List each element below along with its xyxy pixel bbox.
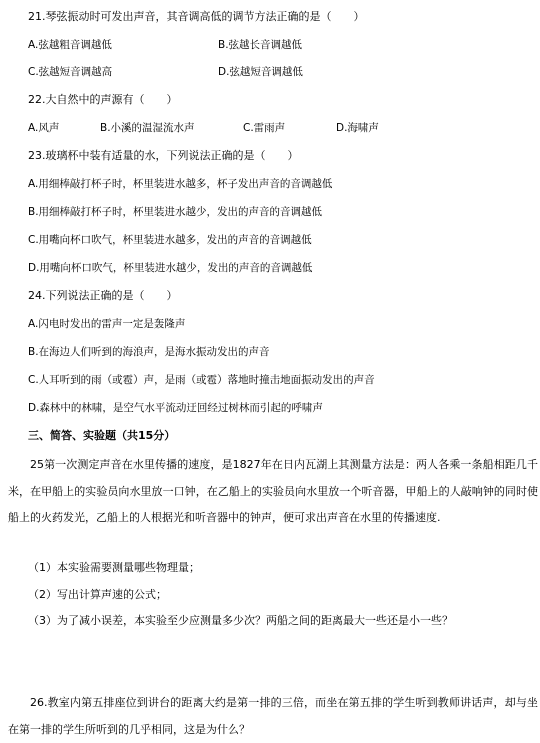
q21-option-b: B.弦越长音调越低: [218, 39, 303, 51]
q25-sub-2: （2）写出计算声速的公式；: [28, 588, 167, 601]
q21-option-c: C.弦越短音调越高: [28, 66, 113, 78]
q25-sub-1: （1）本实验需要测量哪些物理量；: [28, 561, 200, 574]
q26-stem: 26.教室内第五排座位到讲台的距离大约是第一排的三倍，而坐在第五排的学生听到教师讲话声，却与坐在第一排的学生所听到的几乎相同，这是为什么？: [8, 696, 538, 736]
q21-stem: 21.琴弦振动时可发出声音，其音调高低的调节方法正确的是（ ）: [28, 10, 365, 23]
section3-heading: 三、简答、实验题（共15分）: [28, 429, 176, 442]
q24-option-c: C.人耳听到的雨（或雹）声，是雨（或雹）落地时撞击地面振动发出的声音: [28, 374, 375, 386]
q22-option-c: C.雷雨声: [243, 122, 286, 134]
q25-stem: 25第一次测定声音在水里传播的速度，是1827年在日内瓦湖上其测量方法是：两人各乘一条船相距几千米，在甲船上的实验员向水里放一口钟，在乙船上的实验员向水里放一个听音器，甲船上的人敲响钟的同时使船上的火药发光，乙船上的人根据光和听音器中的钟声，便可求出声音在水里的传播速度.: [8, 458, 538, 524]
q23-option-c: C.用嘴向杯口吹气，杯里装进水越多，发出的声音的音调越低: [28, 234, 312, 246]
q23-option-d: D.用嘴向杯口吹气，杯里装进水越少，发出的声音的音调越低: [28, 262, 313, 274]
q24-option-d: D.森林中的林啸，是空气水平流动迂回经过树林而引起的呼啸声: [28, 402, 323, 414]
q23-option-a: A.用细棒敲打杯子时，杯里装进水越多，杯子发出声音的音调越低: [28, 178, 333, 190]
q23-option-b: B.用细棒敲打杯子时，杯里装进水越少，发出的声音的音调越低: [28, 206, 323, 218]
q21-option-d: D.弦越短音调越低: [218, 66, 303, 78]
q25-sub-3: （3）为了减小误差，本实验至少应测量多少次？两船之间的距离最大一些还是小一些？: [28, 614, 453, 627]
q24-option-b: B.在海边人们听到的海浪声，是海水振动发出的声音: [28, 346, 270, 358]
q24-option-a: A.闪电时发出的雷声一定是轰隆声: [28, 318, 186, 330]
q22-option-a: A.风声: [28, 122, 60, 134]
q22-option-d: D.海啸声: [336, 122, 379, 134]
q21-option-a: A.弦越粗音调越低: [28, 39, 112, 51]
q23-stem: 23.玻璃杯中装有适量的水，下列说法正确的是（ ）: [28, 149, 299, 162]
q22-option-b: B.小溪的温湿流水声: [100, 122, 195, 134]
q22-stem: 22.大自然中的声源有（ ）: [28, 93, 178, 106]
q24-stem: 24.下列说法正确的是（ ）: [28, 289, 178, 302]
